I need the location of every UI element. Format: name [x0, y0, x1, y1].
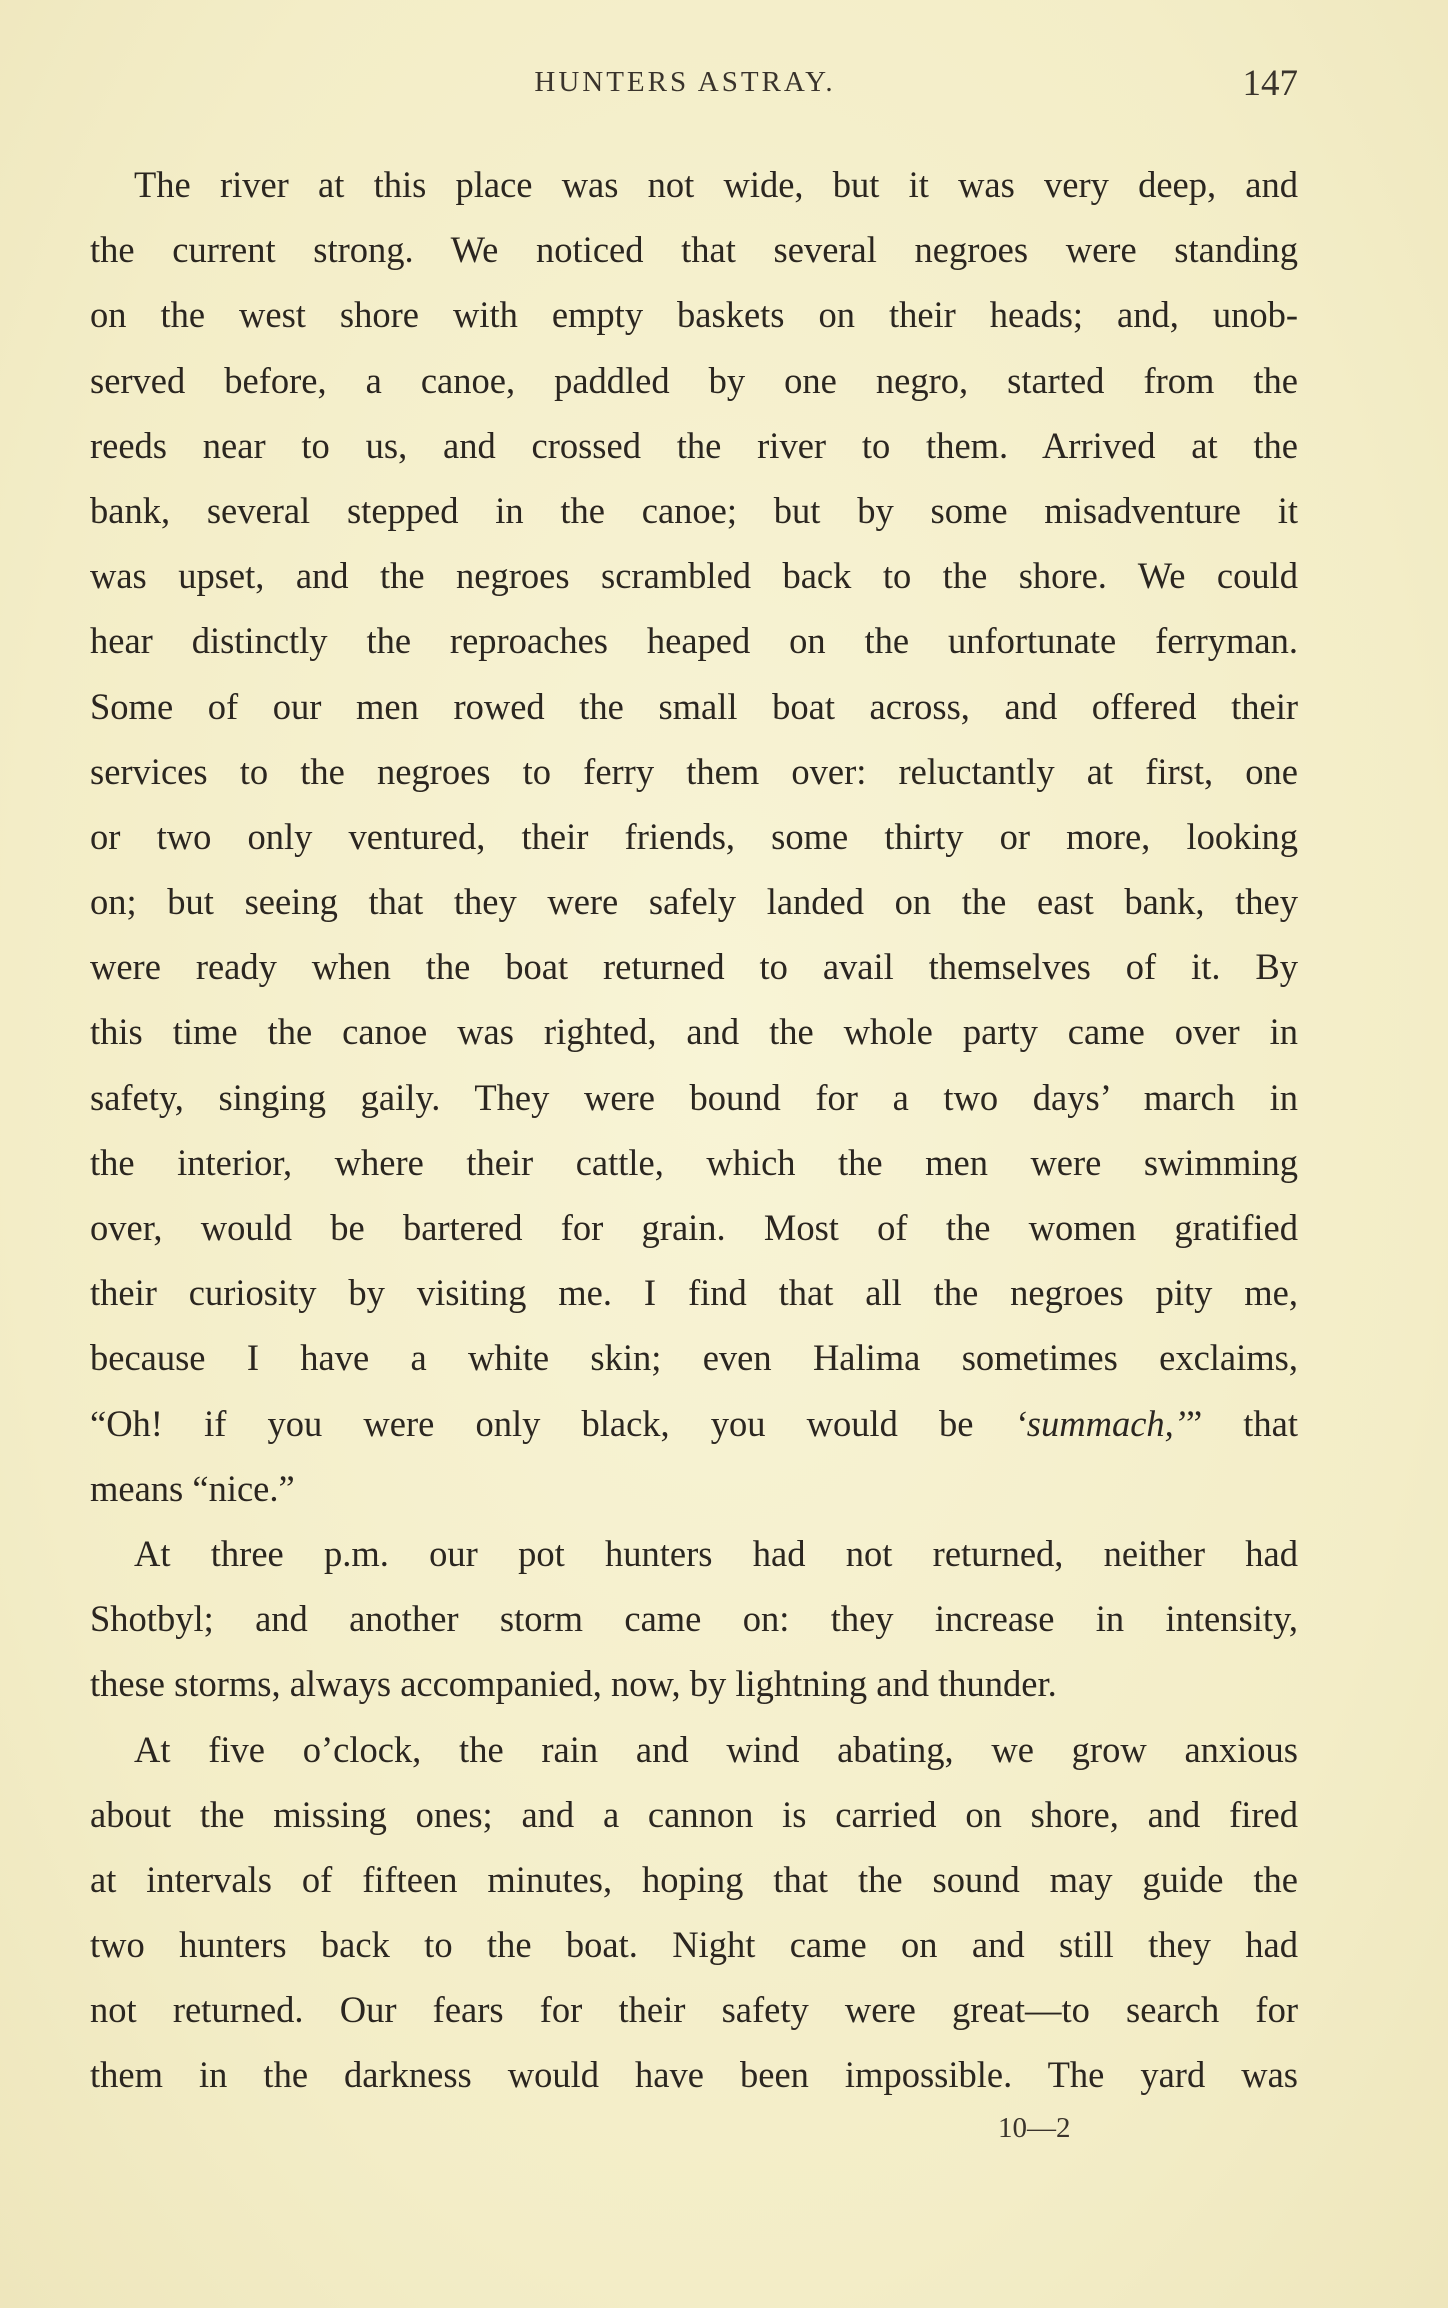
text-line: on; but seeing that they were safely landed on the east bank, they	[90, 881, 1298, 923]
text-line: two hunters back to the boat. Night came on and still they had	[90, 1924, 1298, 1966]
text-line: safety, singing gaily. They were bound for a two days’ march in	[90, 1076, 1298, 1118]
body-text	[90, 152, 1298, 2108]
text-line: The river at this place was not wide, but it was very deep, and	[134, 164, 1298, 205]
text-line: because I have a white skin; even Halima sometimes exclaims,	[90, 1337, 1298, 1379]
running-title: HUNTERS ASTRAY.	[534, 66, 836, 98]
text-line: bank, several stepped in the canoe; but by some misadventure it	[90, 489, 1298, 531]
text-line: or two only ventured, their friends, some thirty or more, looking	[90, 815, 1298, 857]
text-line: the interior, where their cattle, which the men were swimming	[90, 1141, 1298, 1183]
text-line: their curiosity by visiting me. I find that all the negroes pity me,	[90, 1272, 1298, 1314]
text-line: was upset, and the negroes scrambled back to the shore. We could	[90, 555, 1298, 597]
text-line: At five o’clock, the rain and wind abating, we grow anxious	[134, 1728, 1298, 1770]
text-line: At three p.m. our pot hunters had not returned, neither had	[134, 1532, 1298, 1574]
text-line: Shotbyl; and another storm came on: they increase in intensity,	[90, 1598, 1298, 1640]
text-line: them in the darkness would have been impossible. The yard was	[90, 2054, 1298, 2096]
page-number: 147	[1242, 63, 1298, 104]
text-line: the current strong. We noticed that several negroes were standing	[90, 229, 1298, 271]
italic-word: ‘summach,’	[1014, 1402, 1186, 1444]
text-line: were ready when the boat returned to avail themselves of it. By	[90, 946, 1298, 988]
text-line: services to the negroes to ferry them over: reluctantly at first, one	[90, 750, 1298, 792]
text-line: hear distinctly the reproaches heaped on the unfortunate ferryman.	[90, 620, 1298, 662]
text-line: at intervals of fifteen minutes, hoping that the sound may guide the	[90, 1858, 1298, 1900]
text-line: about the missing ones; and a cannon is carried on shore, and fired	[90, 1793, 1298, 1835]
text-line: not returned. Our fears for their safety were great—to search for	[90, 1989, 1298, 2031]
signature-mark: 10—2	[998, 2112, 1071, 2144]
running-head	[0, 62, 1448, 112]
text-line: this time the canoe was righted, and the whole party came over in	[90, 1011, 1298, 1053]
text-line: “Oh! if you were only black, you would be ‘summach,’” that	[90, 1402, 1299, 1444]
text-line: served before, a canoe, paddled by one negro, started from the	[90, 359, 1298, 401]
text-line: on the west shore with empty baskets on their heads; and, unob-	[90, 294, 1298, 336]
text-line: these storms, always accompanied, now, by lightning and thunder.	[90, 1663, 1057, 1705]
text-line: Some of our men rowed the small boat across, and offered their	[90, 685, 1298, 727]
text-line: over, would be bartered for grain. Most of the women gratified	[90, 1207, 1298, 1248]
text-line: reeds near to us, and crossed the river to them. Arrived at the	[90, 424, 1298, 466]
text-line: means “nice.”	[90, 1467, 295, 1509]
